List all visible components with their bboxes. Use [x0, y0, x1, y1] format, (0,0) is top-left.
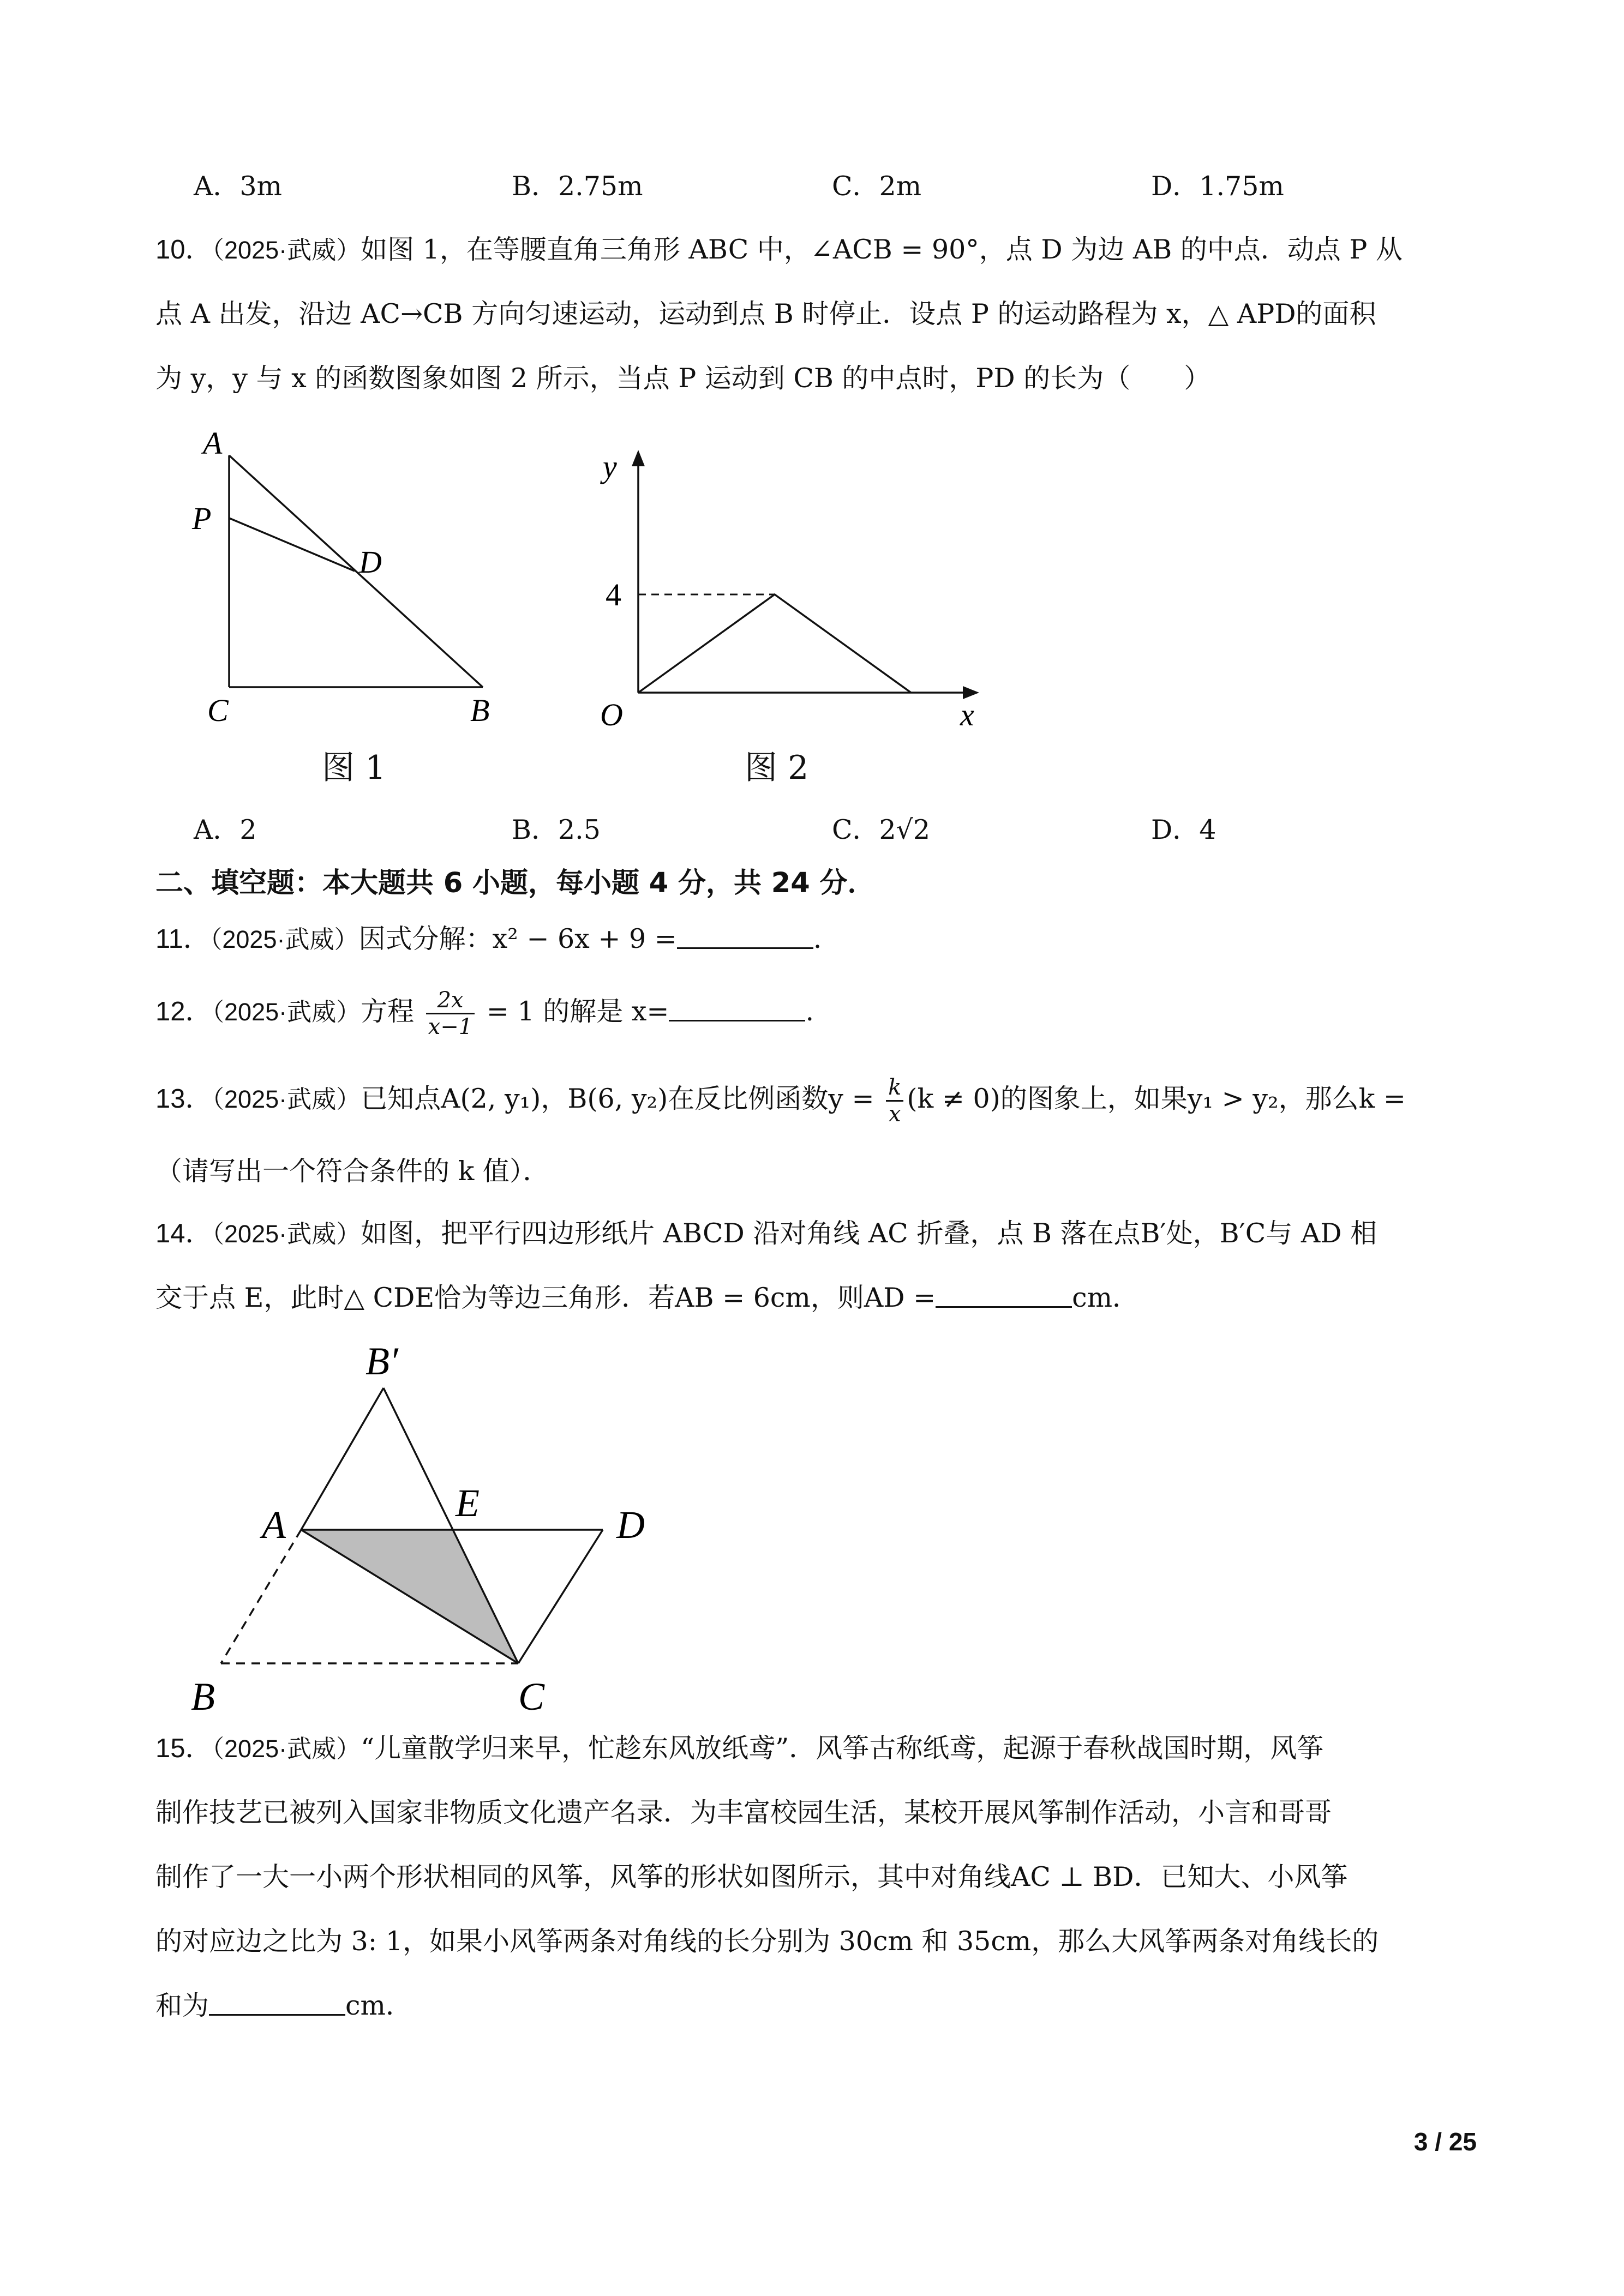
label-e: E [456, 1481, 480, 1525]
y-tick-label-4: 4 [606, 577, 621, 612]
q12-pre: 方程 [361, 996, 415, 1027]
q13-source: （2025·武威） [212, 1085, 361, 1113]
q15-text-5b: cm． [345, 1990, 412, 2021]
q12-fraction [426, 988, 475, 1039]
q12-end: . [805, 996, 814, 1027]
q13-text-2: （请写出一个符合条件的 k 值）． [155, 1156, 550, 1187]
q10-figure-2 [573, 436, 993, 742]
section-2-heading: 二、填空题：本大题共 6 小题，每小题 4 分，共 24 分． [155, 867, 876, 899]
q10-text-2: 点 A 出发，沿边 AC→CB 方向匀速运动，运动到点 B 时停止．设点 P 的运动路程为 x，△ APD的面积 [155, 298, 1376, 329]
label-a: A [262, 1503, 286, 1547]
q14-line-2 [155, 1282, 1139, 1314]
function-line [638, 594, 911, 693]
q10-option-b: B．2.5 [512, 814, 601, 845]
q12-answer-blank [669, 996, 805, 1021]
q15-text-4: 的对应边之比为 3: 1，如果小风筝两条对角线的长分别为 30cm 和 35cm，那么大风筝两条对角线长的 [155, 1926, 1379, 1957]
q10-number: 10． [155, 235, 212, 265]
q10-option-a: A．2 [194, 814, 257, 845]
q12-post: = 1 的解是 x= [486, 996, 669, 1027]
y-axis-arrow [632, 450, 645, 466]
q10-text-1: 如图 1，在等腰直角三角形 ABC 中，∠ACB = 90°，点 D 为边 AB 的中点．动点 P 从 [361, 234, 1403, 265]
q10-option-c: C．2√2 [832, 814, 931, 845]
q15-line-5 [155, 1990, 412, 2022]
q11-number: 11． [155, 924, 210, 954]
q15-source: （2025·武威） [212, 1735, 361, 1763]
axis-label-x: x [960, 697, 974, 732]
q12-fraction-numerator: 2x [426, 988, 475, 1014]
q11 [155, 923, 822, 956]
q12 [155, 982, 814, 1042]
q15-line-1 [155, 1732, 1323, 1765]
label-c: C [207, 693, 229, 728]
q13-fraction [886, 1075, 903, 1127]
q12-source: （2025·武威） [212, 998, 361, 1026]
q14-text-2a: 交于点 E，此时△ CDE恰为等边三角形．若AB = 6cm，则AD = [155, 1282, 936, 1313]
q9-option-b: B．2.75m [512, 171, 643, 202]
q14-number: 14． [155, 1219, 212, 1248]
segment-ab [229, 455, 483, 687]
q13-line-1 [155, 1069, 1406, 1129]
q12-fraction-denominator: x−1 [428, 1014, 473, 1039]
q13-number: 13． [155, 1084, 212, 1114]
q14-text-2b: cm． [1072, 1282, 1140, 1313]
label-d: D [359, 544, 382, 580]
label-c: C [518, 1675, 545, 1718]
q12-number: 12． [155, 997, 212, 1026]
q11-source: （2025·武威） [209, 925, 359, 953]
segment-dc [518, 1530, 603, 1663]
segment-pd [229, 518, 355, 571]
q15-text-3: 制作了一大一小两个形状相同的风筝，风筝的形状如图所示，其中对角线AC ⊥ BD．已知大、小风筝 [155, 1861, 1348, 1892]
label-b-prime: B′ [365, 1339, 398, 1383]
q14-line-1 [155, 1217, 1377, 1251]
page-number: 3 / 25 [1413, 2127, 1477, 2156]
q14-source: （2025·武威） [212, 1220, 361, 1248]
q10-source: （2025·武威） [212, 236, 361, 264]
q15-answer-blank [209, 1990, 345, 2016]
q15-text-1: “儿童散学归来早，忙趁东风放纸鸢”．风筝古称纸鸢，起源于春秋战国时期，风筝 [361, 1733, 1324, 1764]
label-b: B [470, 693, 490, 728]
q10-option-d: D．4 [1151, 814, 1216, 845]
fig2-caption: 图 2 [745, 749, 809, 787]
label-a: A [203, 425, 223, 461]
q10-text-3: 为 y，y 与 x 的函数图象如图 2 所示，当点 P 运动到 CB 的中点时，PD 的长为（ ） [155, 363, 1211, 394]
q15-text-5a: 和为 [155, 1990, 209, 2021]
q9-option-a: A．3m [194, 171, 283, 202]
q13-text-b: (k ≠ 0)的图象上，如果y₁ > y₂，那么k = [907, 1083, 1406, 1114]
axis-label-y: y [603, 449, 617, 484]
q9-option-c: C．2m [832, 171, 922, 202]
q11-answer-blank [677, 923, 813, 949]
graph-marks [638, 594, 911, 693]
q11-end: . [813, 923, 822, 954]
segment-ab-prime [301, 1388, 383, 1530]
q15-number: 15． [155, 1734, 212, 1763]
origin-label: O [600, 697, 623, 732]
q14-answer-blank [936, 1282, 1072, 1308]
q11-text: 因式分解：x² − 6x + 9 = [358, 923, 677, 954]
q13-fraction-numerator: k [886, 1075, 903, 1102]
figure-1-lines [229, 455, 483, 687]
q15-text-2: 制作技艺已被列入国家非物质文化遗产名录．为丰富校园生活，某校开展风筝制作活动，小言和哥哥 [155, 1797, 1332, 1828]
q9-option-d: D．1.75m [1151, 171, 1284, 202]
label-d: D [616, 1503, 645, 1547]
fig1-caption: 图 1 [322, 749, 386, 787]
label-p: P [192, 501, 212, 536]
q13-text-a: 已知点A(2, y₁)，B(6, y₂)在反比例函数y = [361, 1083, 874, 1114]
segment-ab-dashed [221, 1530, 301, 1663]
q13-fraction-denominator: x [889, 1102, 901, 1127]
q14-figure [180, 1331, 671, 1723]
q14-text-1: 如图，把平行四边形纸片 ABCD 沿对角线 AC 折叠，点 B 落在点B′处，B′C与 AD 相 [361, 1218, 1377, 1249]
label-b: B [191, 1675, 215, 1718]
q10-line-1 [155, 233, 1403, 267]
q10-figure-1 [180, 420, 518, 747]
